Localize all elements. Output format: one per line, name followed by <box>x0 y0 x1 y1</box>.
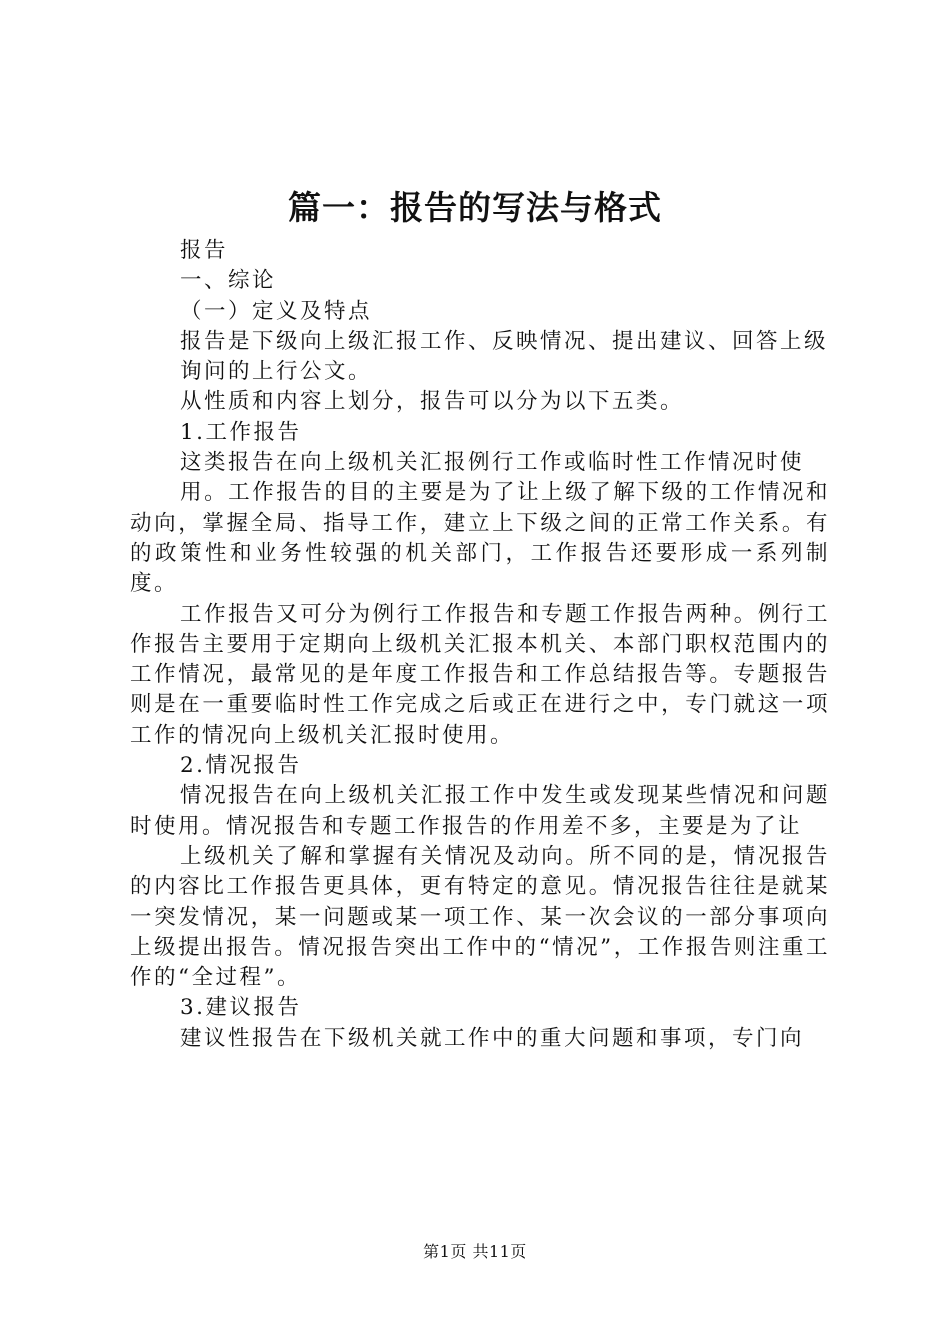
section-heading: 2.情况报告 <box>180 753 302 779</box>
body-paragraph: 这类报告在向上级机关汇报例行工作或临时性工作情况时使 <box>180 450 805 476</box>
section-heading: （一）定义及特点 <box>180 298 373 324</box>
body-paragraph: 询问的上行公文。 <box>180 359 373 385</box>
body-paragraph: 报告是下级向上级汇报工作、反映情况、提出建议、回答上级 <box>180 328 829 354</box>
section-heading: 报告 <box>180 238 229 263</box>
body-paragraph: 情况报告在向上级机关汇报工作中发生或发现某些情况和问题时使用。情况报告和专题工作报告的作用差不多，主要是为了让 <box>130 783 830 839</box>
body-paragraph: 从性质和内容上划分，报告可以分为以下五类。 <box>180 389 685 415</box>
section-heading: 一、综论 <box>180 268 277 294</box>
section-heading: 3.建议报告 <box>180 995 302 1021</box>
document-title: 篇一：报告的写法与格式 <box>288 188 662 227</box>
body-paragraph: 用。工作报告的目的主要是为了让上级了解下级的工作情况和动向，掌握全局、指导工作，建立上下级之间的正常工作关系。有的政策性和业务性较强的机关部门，工作报告还要形成一系列制度。 <box>130 480 830 597</box>
section-heading: 1.工作报告 <box>180 419 302 445</box>
page-number: 第1页 共11页 <box>423 1242 527 1261</box>
body-paragraph: 工作报告又可分为例行工作报告和专题工作报告两种。例行工作报告主要用于定期向上级机关汇报本机关、本部门职权范围内的工作情况，最常见的是年度工作报告和工作总结报告等。专题报告则是在一重要临时性工作完成之后或正在进行之中，专门就这一项工作的情况向上级机关汇报时使用。 <box>130 601 830 748</box>
document-body <box>130 236 830 1054</box>
body-paragraph: 上级机关了解和掌握有关情况及动向。所不同的是，情况报告的内容比工作报告更具体，更有特定的意见。情况报告往往是就某一突发情况，某一问题或某一项工作、某一次会议的一部分事项向上级提出报告。情况报告突出工作中的“情况”，工作报告则注重工作的“全过程”。 <box>130 843 830 991</box>
body-paragraph: 建议性报告在下级机关就工作中的重大问题和事项，专门向 <box>180 1025 805 1051</box>
